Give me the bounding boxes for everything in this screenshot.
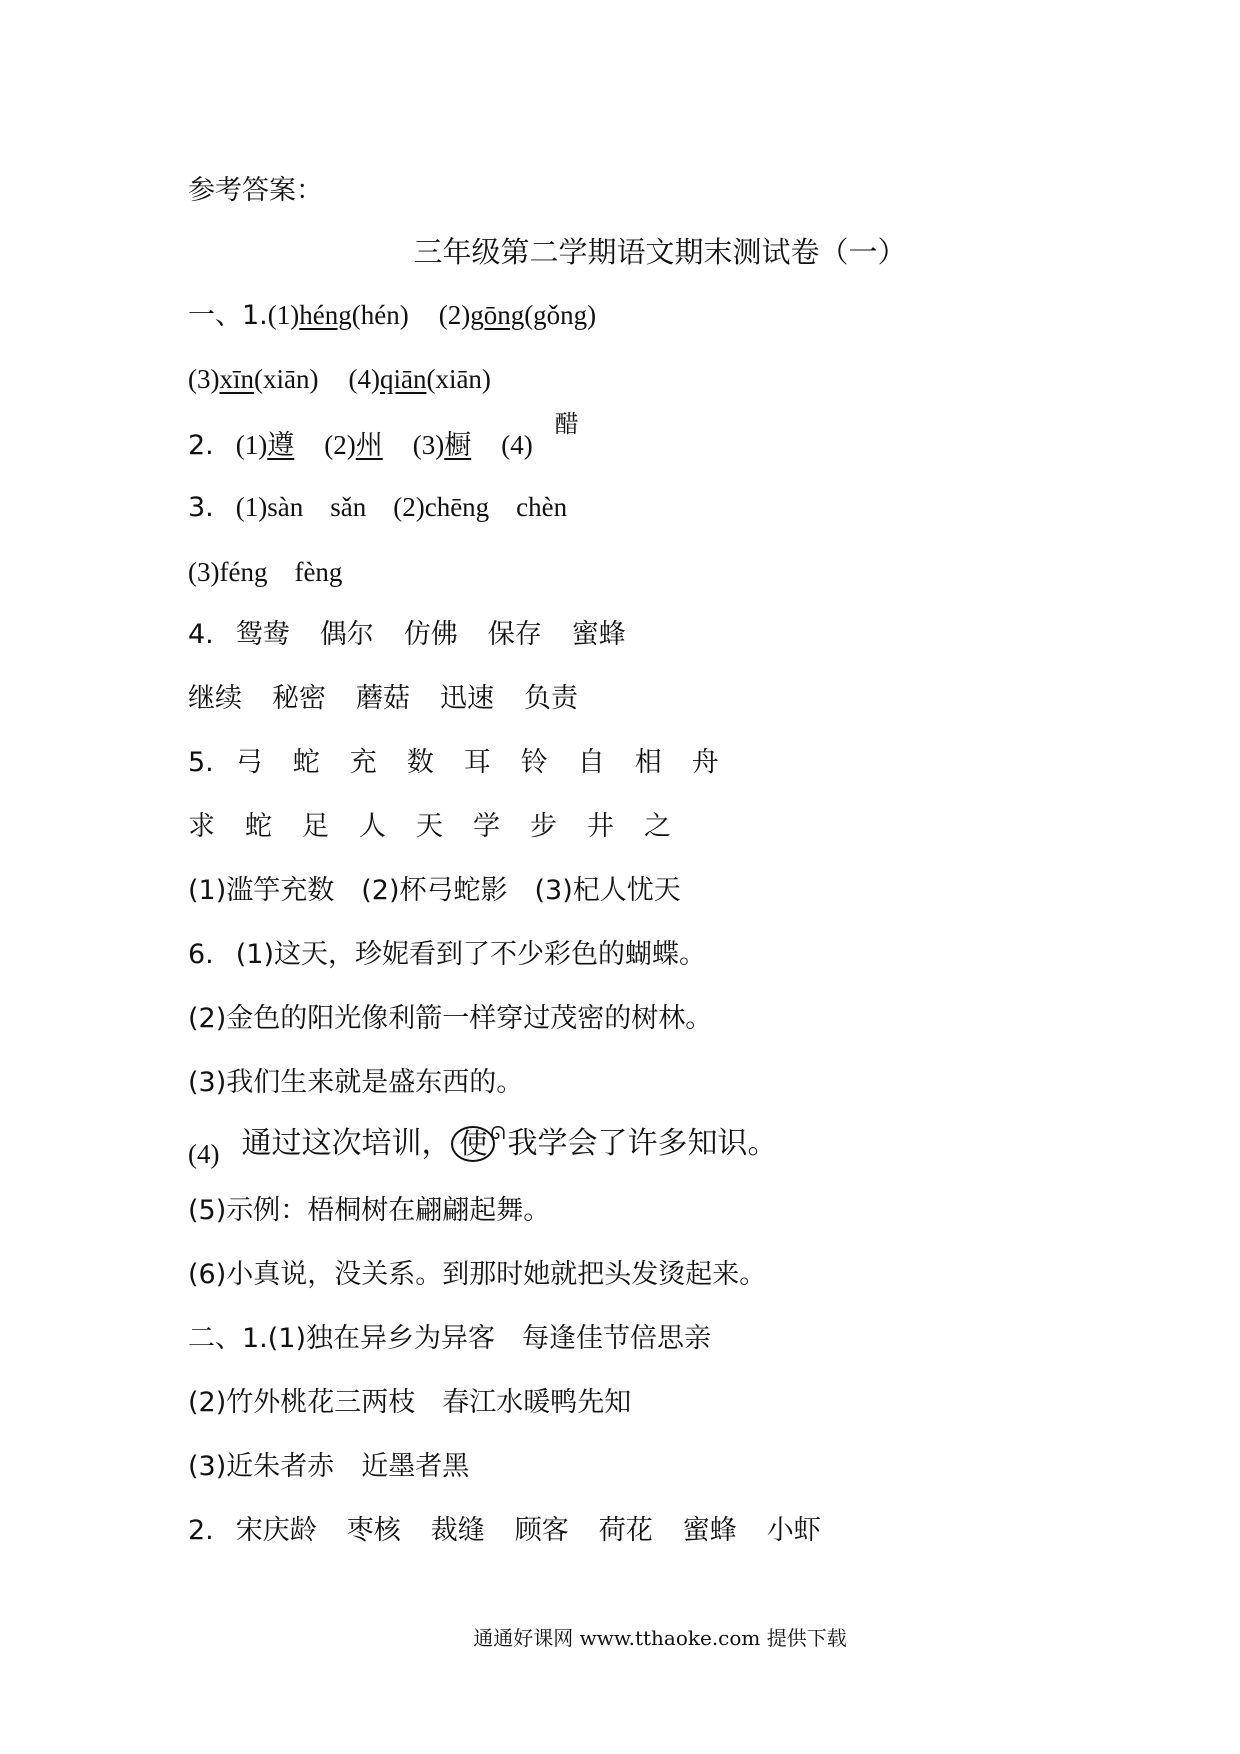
s1-q1-a-answer: héng (299, 300, 352, 330)
s1-q6-4-circled: 使 (459, 1127, 488, 1160)
s1-q4-prefix: 4. (188, 619, 214, 650)
s1-q5-char: 井 (587, 811, 614, 842)
s1-q4-word: 蘑菇 (356, 683, 410, 714)
s1-q1-c-num: (3) (188, 364, 220, 394)
s1-q3-answers-1: (1)sàn sǎn (2)chēng chèn (235, 492, 568, 522)
s2-q1-line1: 二、1.(1)独在异乡为异客 每逢佳节倍思亲 (188, 1323, 712, 1354)
s1-q2-b-answer: 州 (355, 430, 383, 461)
page-footer: 通通好课网 www.tthaoke.com 提供下载 (473, 1626, 847, 1650)
s1-q6-answer-6: (6)小真说，没关系。到那时她就把头发烫起来。 (188, 1259, 767, 1290)
s1-q2-a-num: (1) (235, 430, 268, 460)
s1-q5-char: 足 (302, 811, 329, 842)
s1-q5-line1 (188, 746, 749, 780)
s1-q1-d-num: (4) (348, 364, 380, 394)
s1-q6-answer-2: (2)金色的阳光像利箭一样穿过茂密的树林。 (188, 1003, 713, 1034)
s1-q4-word: 继续 (188, 683, 242, 714)
s1-q2-c-answer: 橱 (444, 430, 472, 461)
s1-q4-word: 蜜蜂 (571, 619, 626, 650)
s1-q1-a-num: (1) (267, 300, 300, 330)
circled-char (451, 1123, 506, 1162)
s1-q5-char: 铃 (520, 747, 548, 778)
s1-q5-char: 学 (473, 811, 500, 842)
s2-q2-prefix: 2. (188, 1515, 214, 1546)
s1-q1-d-options: (xiān) (426, 364, 491, 394)
s1-q6-4-text-b: 我学会了许多知识。 (507, 1126, 778, 1161)
s1-q5-idioms: (1)滥竽充数 (2)杯弓蛇影 (3)杞人忧天 (188, 875, 681, 906)
s2-q2-item: 枣核 (346, 1515, 401, 1546)
s1-q6-answer-5: (5)示例：梧桐树在翩翩起舞。 (188, 1195, 551, 1226)
s1-q5-char: 相 (634, 747, 662, 778)
s2-q2-item: 裁缝 (430, 1515, 485, 1546)
delete-mark-icon: ᘏ (490, 1123, 506, 1144)
s2-q2-item: 蜜蜂 (682, 1515, 737, 1546)
s1-q4-row1 (236, 619, 656, 650)
s1-q5-char: 求 (188, 811, 215, 842)
s1-q5-char: 步 (530, 811, 557, 842)
s1-q5-char: 数 (406, 747, 434, 778)
s1-q1-b-num: (2) (438, 300, 471, 330)
s1-q4-word: 仿佛 (403, 619, 458, 650)
s1-q5-char: 人 (359, 811, 386, 842)
page-title: 三年级第二学期语文期末测试卷（一） (413, 235, 907, 269)
s1-q5-char: 蛇 (292, 747, 320, 778)
s2-q1-line2: (2)竹外桃花三两枝 春江水暖鸭先知 (188, 1387, 632, 1418)
s1-q5-row2 (188, 810, 701, 844)
s1-q6-line1 (188, 938, 706, 972)
s2-q2-line (188, 1514, 851, 1548)
s1-q2-d-num: (4) (501, 430, 533, 460)
s2-q2-item: 顾客 (514, 1515, 569, 1546)
s1-q5-char: 天 (416, 811, 443, 842)
s1-q5-char: 自 (577, 747, 605, 778)
s1-q1-b-answer: gōng (470, 300, 525, 330)
s1-q1-d-answer: qiān (379, 364, 427, 394)
s1-q5-char: 舟 (691, 747, 719, 778)
s1-q2-line (188, 410, 579, 463)
s1-q6-answer-1: (1)这天，珍妮看到了不少彩色的蝴蝶。 (235, 939, 707, 970)
s1-q4-word: 鸳鸯 (235, 619, 290, 650)
s1-q2-a-answer: 遵 (267, 430, 295, 461)
s1-q4-word: 负责 (524, 683, 578, 714)
s1-q6-line4 (188, 1123, 778, 1172)
s1-q2-d-answer: 醋 (554, 410, 579, 438)
s1-q4-line1 (188, 618, 656, 652)
s1-q3-line1 (188, 490, 567, 525)
s1-q5-char: 弓 (235, 747, 263, 778)
s1-q5-row1 (236, 747, 749, 778)
s1-q1-c-options: (xiān) (254, 364, 319, 394)
s1-q4-word: 迅速 (440, 683, 494, 714)
s1-q4-word: 秘密 (272, 683, 326, 714)
s1-q6-prefix: 6. (188, 939, 214, 970)
s1-q1-c-answer: xīn (219, 364, 254, 394)
s1-q5-char: 蛇 (245, 811, 272, 842)
s2-q2-item: 小虾 (766, 1515, 821, 1546)
s1-q1-line1 (188, 298, 596, 333)
s1-q1-a-options: (hén) (351, 300, 409, 330)
s1-q5-char: 之 (644, 811, 671, 842)
s1-q1-line2 (188, 362, 491, 396)
s1-q6-4-num: (4) (188, 1139, 220, 1169)
s2-q2-item: 宋庆龄 (235, 1515, 317, 1546)
s1-q6-4-correction (241, 1123, 778, 1161)
s1-q6-4-text-a: 通过这次培训， (241, 1126, 452, 1161)
s1-q1-b-options: (gǒng) (524, 300, 597, 330)
s1-q3-line2: (3)féng fèng (188, 557, 343, 587)
s1-q5-char: 充 (349, 747, 377, 778)
s1-q2-b-num: (2) (324, 430, 356, 460)
s2-q1-line3: (3)近朱者赤 近墨者黑 (188, 1451, 470, 1482)
s1-q2-prefix: 2. (188, 430, 214, 461)
s1-q2-c-num: (3) (412, 430, 445, 460)
s1-q5-prefix: 5. (188, 747, 214, 778)
s1-q4-row2 (188, 682, 608, 716)
answer-key-header: 参考答案： (188, 175, 323, 206)
s1-q5-char: 耳 (463, 747, 491, 778)
s1-q3-prefix: 3. (188, 492, 214, 523)
s1-q4-word: 偶尔 (319, 619, 374, 650)
s2-q2-item: 荷花 (598, 1515, 653, 1546)
s1-q1-prefix: 一、1. (188, 300, 268, 331)
s1-q4-word: 保存 (487, 619, 542, 650)
s1-q6-answer-3: (3)我们生来就是盛东西的。 (188, 1067, 524, 1098)
s2-q2-items (236, 1515, 851, 1546)
